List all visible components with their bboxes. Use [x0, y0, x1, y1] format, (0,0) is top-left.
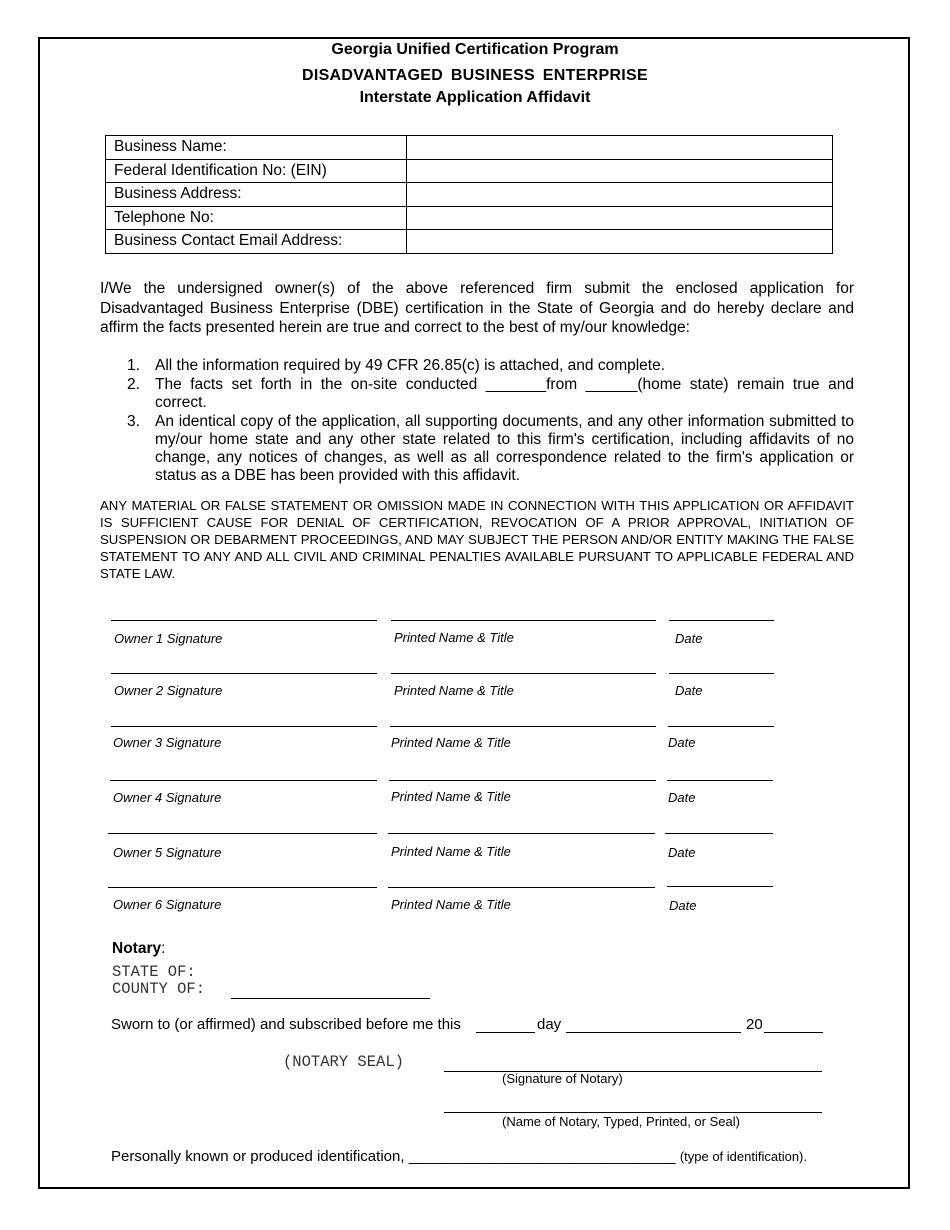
owner-1-name-line[interactable] — [391, 620, 656, 621]
affirmation-list — [100, 357, 854, 486]
business-address-field[interactable] — [407, 183, 833, 207]
owner-6-name-line[interactable] — [388, 887, 655, 888]
owner-2-date-caption: Date — [675, 683, 703, 698]
table-row — [106, 183, 833, 207]
telephone-field[interactable] — [407, 206, 833, 230]
notary-signature-caption: (Signature of Notary) — [502, 1071, 623, 1086]
telephone-label: Telephone No: — [106, 206, 407, 230]
owner-6-signature-caption: Owner 6 Signature — [113, 897, 222, 912]
owner-4-name-caption: Printed Name & Title — [391, 789, 511, 804]
owner-2-name-caption: Printed Name & Title — [394, 683, 514, 698]
list-number: 1. — [127, 357, 140, 374]
business-info-table — [105, 135, 833, 254]
owner-5-date-caption: Date — [668, 845, 696, 860]
ein-field[interactable] — [407, 159, 833, 183]
sworn-day-label: day — [537, 1016, 562, 1033]
owner-6-date-caption: Date — [669, 898, 697, 913]
owner-3-date-caption: Date — [668, 735, 696, 750]
owner-4-name-line[interactable] — [389, 780, 656, 781]
owner-4-signature-caption: Owner 4 Signature — [113, 790, 222, 805]
notary-signature-line[interactable] — [444, 1071, 822, 1072]
program-title: Georgia Unified Certification Program — [331, 41, 619, 58]
notary-heading-text: Notary — [112, 940, 162, 957]
owner-1-date-line[interactable] — [669, 620, 774, 621]
list-text: The facts set forth in the on-site conducted _______from ______(home state) remain true and correct. — [155, 376, 854, 411]
notary-name-line[interactable] — [444, 1112, 822, 1113]
owner-3-signature-line[interactable] — [111, 726, 377, 727]
owner-2-name-line[interactable] — [391, 673, 656, 674]
email-field[interactable] — [407, 230, 833, 254]
form-title: DISADVANTAGED BUSINESS ENTERPRISE — [301, 67, 649, 84]
list-item — [100, 357, 854, 375]
owner-2-signature-caption: Owner 2 Signature — [114, 683, 223, 698]
list-number: 2. — [127, 376, 140, 393]
identification-statement — [111, 1148, 807, 1165]
sworn-day-line[interactable] — [476, 1032, 535, 1033]
owner-4-date-caption: Date — [668, 790, 696, 805]
owner-1-date-caption: Date — [675, 631, 703, 646]
intro-paragraph: I/We the undersigned owner(s) of the above referenced firm submit the enclosed application for Disadvantaged Business Enterprise (DBE) certification in the State of Georgia and do hereby declare and affirm the facts presented herein are true and correct to the best of my/our knowledge: — [100, 280, 854, 336]
business-name-label: Business Name: — [106, 136, 407, 160]
identification-prefix: Personally known or produced identification, — [111, 1148, 405, 1165]
list-item — [100, 413, 854, 485]
owner-5-name-caption: Printed Name & Title — [391, 844, 511, 859]
owner-6-date-line[interactable] — [667, 886, 773, 887]
table-row — [106, 136, 833, 160]
false-statement-warning: ANY MATERIAL OR FALSE STATEMENT OR OMISSION MADE IN CONNECTION WITH THIS APPLICATION OR AFFIDAVIT IS SUFFICIENT CAUSE FOR DENIAL OF CERTIFICATION, REVOCATION OF A PRIOR APPROVAL, INITIATION OF SUSPENSION OR DEBARMENT PROCEEDINGS, AND MAY SUBJECT THE PERSON AND/OR ENTITY MAKING THE FALSE STATEMENT TO ANY AND ALL CIVIL AND CRIMINAL PENALTIES AVAILABLE PURSUANT TO APPLICABLE FEDERAL AND STATE LAW. — [100, 498, 854, 581]
notary-heading-colon: : — [161, 940, 166, 957]
notary-heading — [112, 940, 165, 958]
sworn-year-line[interactable] — [764, 1032, 823, 1033]
owner-5-signature-line[interactable] — [108, 833, 377, 834]
notary-name-caption: (Name of Notary, Typed, Printed, or Seal) — [502, 1114, 740, 1129]
owner-6-signature-line[interactable] — [108, 887, 377, 888]
table-row — [106, 206, 833, 230]
owner-1-signature-caption: Owner 1 Signature — [114, 631, 223, 646]
owner-3-name-line[interactable] — [390, 726, 656, 727]
email-label: Business Contact Email Address: — [106, 230, 407, 254]
table-row — [106, 159, 833, 183]
identification-field[interactable]: ________________________________ — [408, 1148, 676, 1165]
notary-seal-label: (NOTARY SEAL) — [283, 1053, 404, 1071]
owner-4-signature-line[interactable] — [110, 780, 377, 781]
owner-5-date-line[interactable] — [665, 833, 773, 834]
owner-3-name-caption: Printed Name & Title — [391, 735, 511, 750]
county-of-label: COUNTY OF: — [112, 980, 206, 998]
owner-5-name-line[interactable] — [388, 833, 655, 834]
owner-1-name-caption: Printed Name & Title — [394, 630, 514, 645]
sworn-statement: Sworn to (or affirmed) and subscribed before me this — [111, 1016, 461, 1033]
table-row — [106, 230, 833, 254]
business-address-label: Business Address: — [106, 183, 407, 207]
list-text: All the information required by 49 CFR 26.85(c) is attached, and complete. — [155, 357, 666, 374]
owner-3-date-line[interactable] — [668, 726, 774, 727]
owner-6-name-caption: Printed Name & Title — [391, 897, 511, 912]
owner-2-signature-line[interactable] — [111, 673, 377, 674]
business-name-field[interactable] — [407, 136, 833, 160]
list-number: 3. — [127, 413, 140, 430]
identification-suffix: (type of identification). — [679, 1149, 807, 1164]
county-field-line[interactable] — [231, 998, 430, 999]
list-text: An identical copy of the application, all supporting documents, and any other information submitted to my/our home state and any other state related to this firm's certification, including affidavits of no change, any notices of changes, as well as all correspondence related to the firm's application or status as a DBE has been provided with this affidavit. — [155, 413, 854, 484]
state-of-label: STATE OF: — [112, 963, 196, 981]
sworn-month-line[interactable] — [566, 1032, 741, 1033]
list-item — [100, 376, 854, 412]
form-subtitle: Interstate Application Affidavit — [359, 89, 591, 106]
owner-4-date-line[interactable] — [667, 780, 773, 781]
sworn-year-label: 20 — [746, 1016, 763, 1033]
owner-1-signature-line[interactable] — [111, 620, 377, 621]
owner-5-signature-caption: Owner 5 Signature — [113, 845, 222, 860]
owner-2-date-line[interactable] — [669, 673, 774, 674]
ein-label: Federal Identification No: (EIN) — [106, 159, 407, 183]
owner-3-signature-caption: Owner 3 Signature — [113, 735, 222, 750]
